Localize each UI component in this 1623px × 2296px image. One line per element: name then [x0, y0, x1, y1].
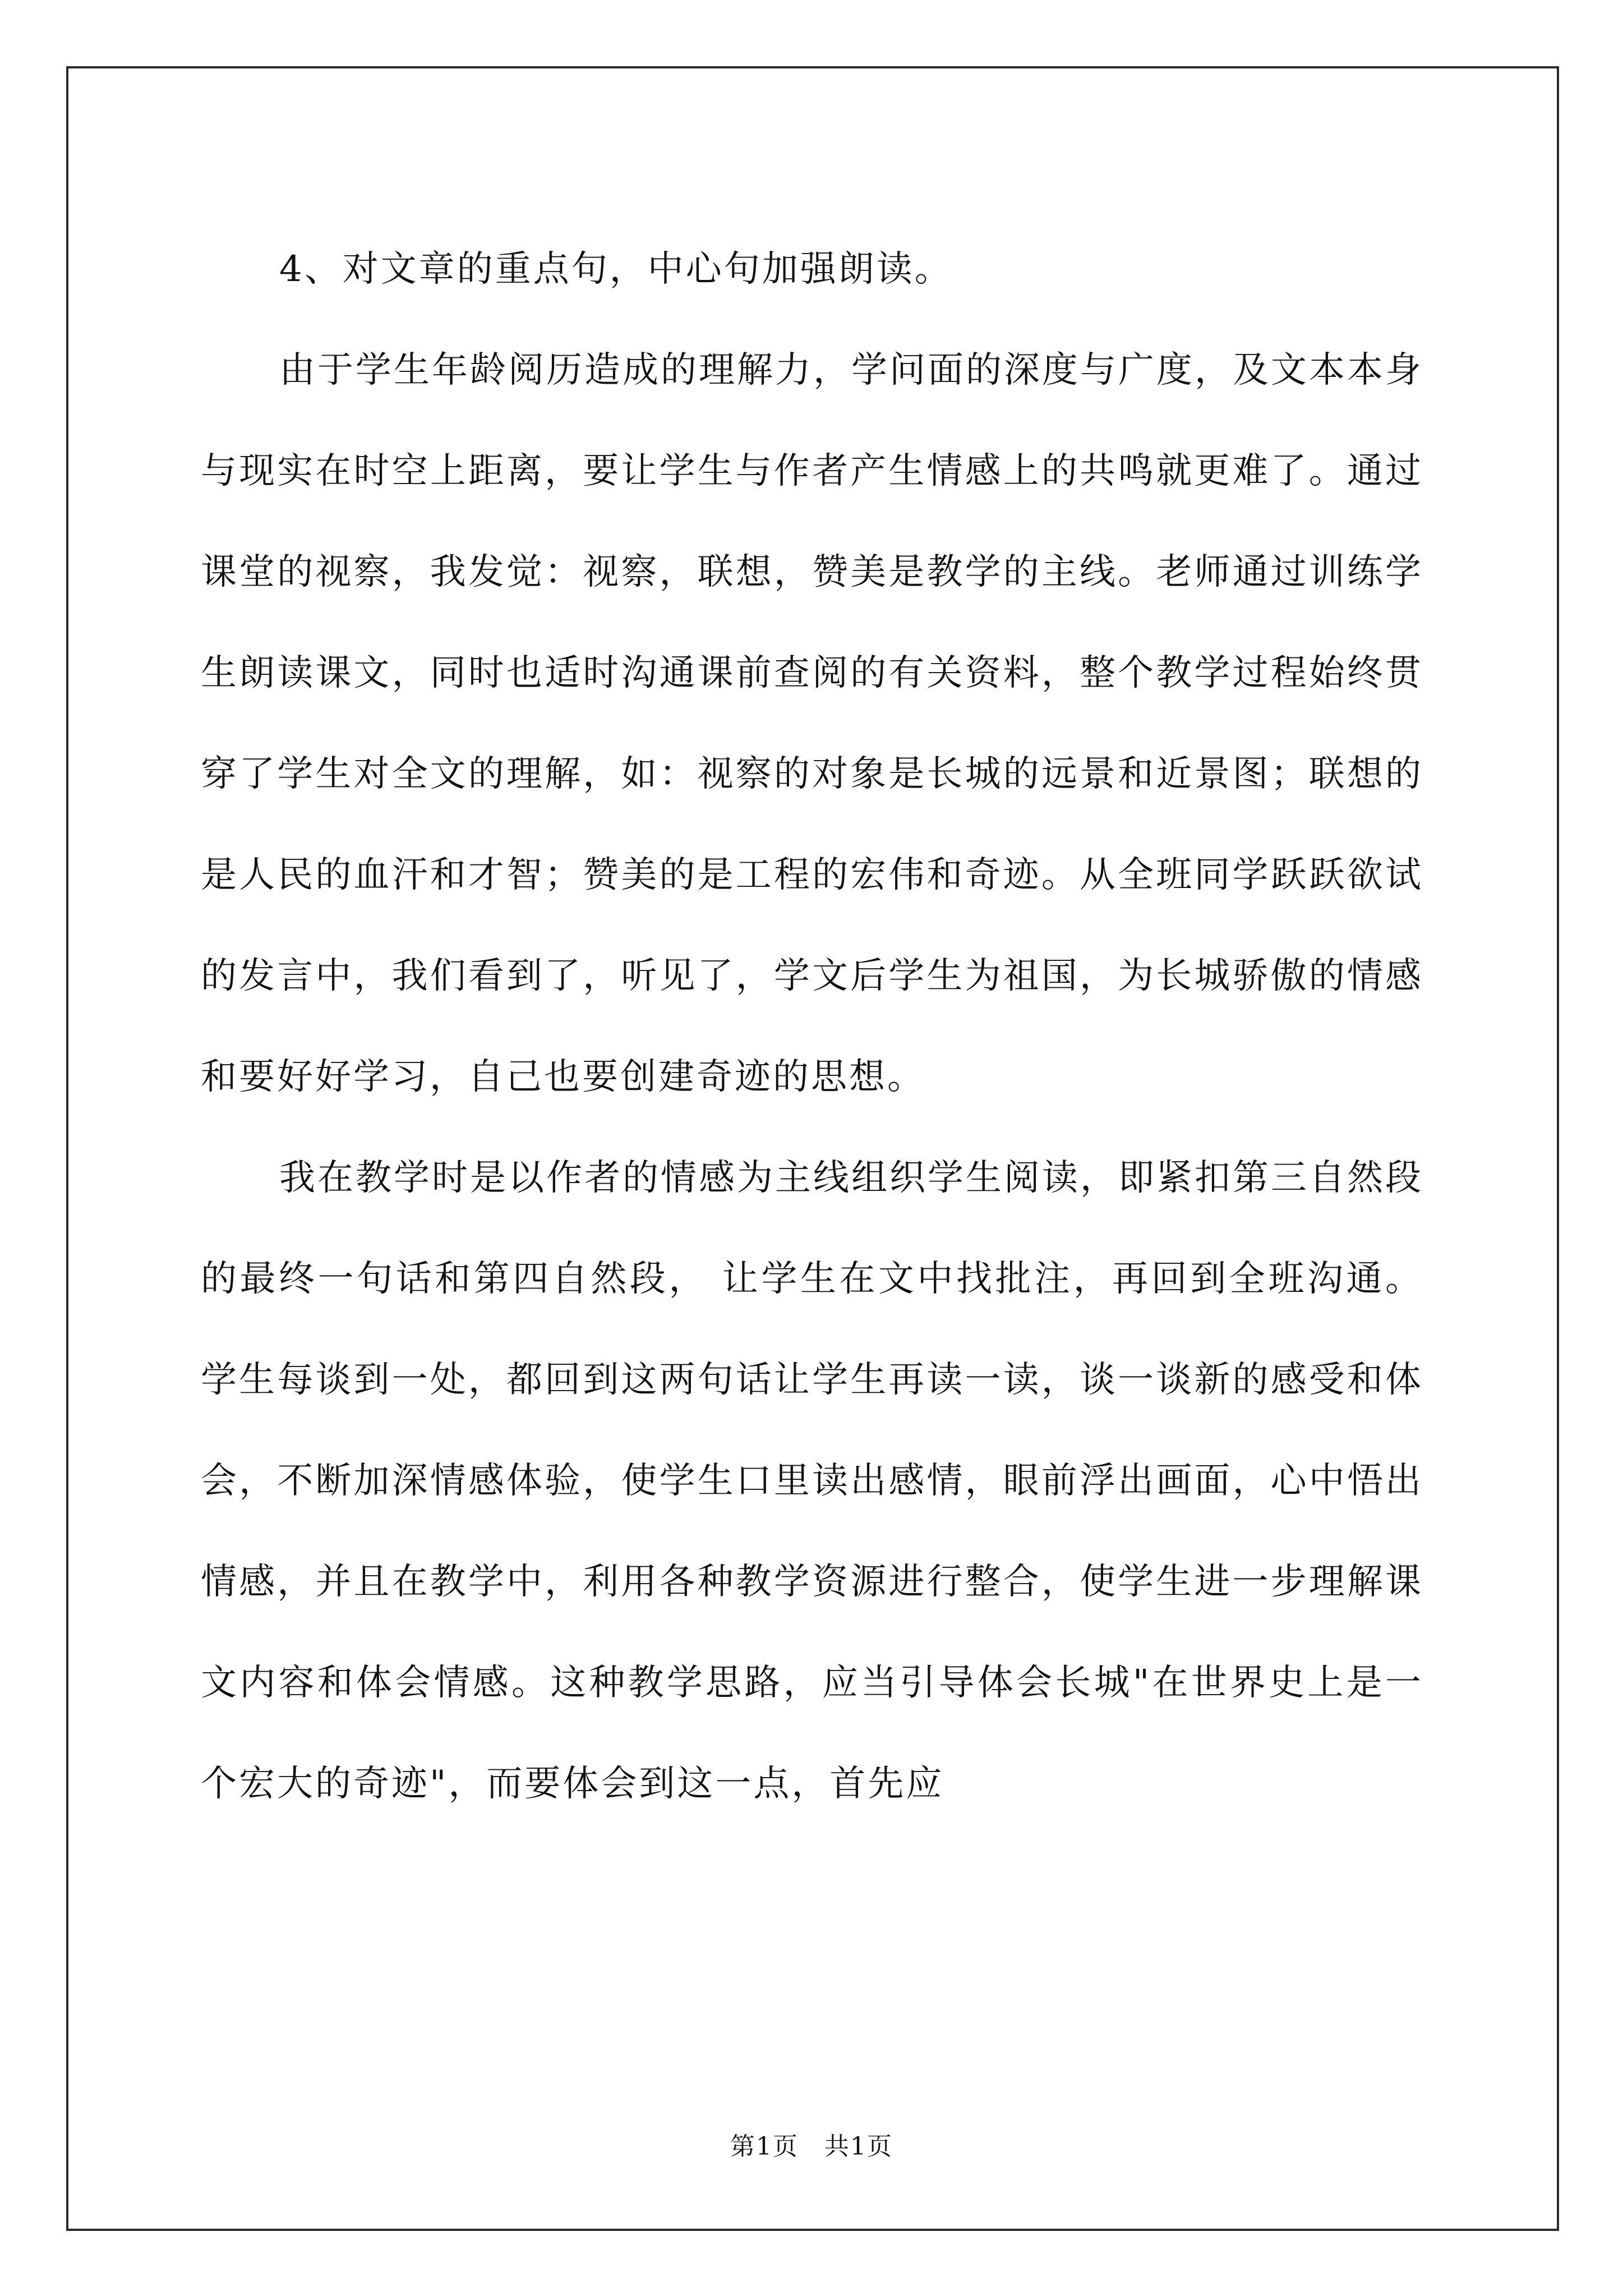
paragraph-2: 由于学生年龄阅历造成的理解力，学问面的深度与广度，及文本本身与现实在时空上距离，要让学生与作者产生情感上的共鸣就更难了。通过课堂的视察，我发觉：视察，联想，赞美是教学的主线。老师通过训练学生朗读课文，同时也适时沟通课前查阅的有关资料，整个教学过程始终贯穿了学生对全文的理解，如：视察的对象是长城的远景和近景图；联想的是人民的血汗和才智；赞美的是工程的宏伟和奇迹。从全班同学跃跃欲试的发言中，我们看到了，听见了，学文后学生为祖国，为长城骄傲的情感和要好好学习，自己也要创建奇迹的思想。	[201, 349, 1423, 1098]
page-number-footer: 第1页 共1页	[730, 2132, 893, 2161]
paragraph-1: 4、对文章的重点句，中心句加强朗读。	[279, 249, 953, 290]
paragraph-3: 我在教学时是以作者的情感为主线组织学生阅读，即紧扣第三自然段的最终一句话和第四自然段， 让学生在文中找批注，再回到全班沟通。学生每谈到一处，都回到这两句话让学生再读一读，谈一谈新的感受和体会，不断加深情感体验，使学生口里读出感情，眼前浮出画面，心中悟出情感，并且在教学中，利用各种教学资源进行整合，使学生进一步理解课文内容和体会情感。这种教学思路，应当引导体会长城"在世界史上是一个宏大的奇迹"，而要体会到这一点，首先应	[201, 1157, 1423, 1805]
document-body	[201, 219, 1423, 1834]
